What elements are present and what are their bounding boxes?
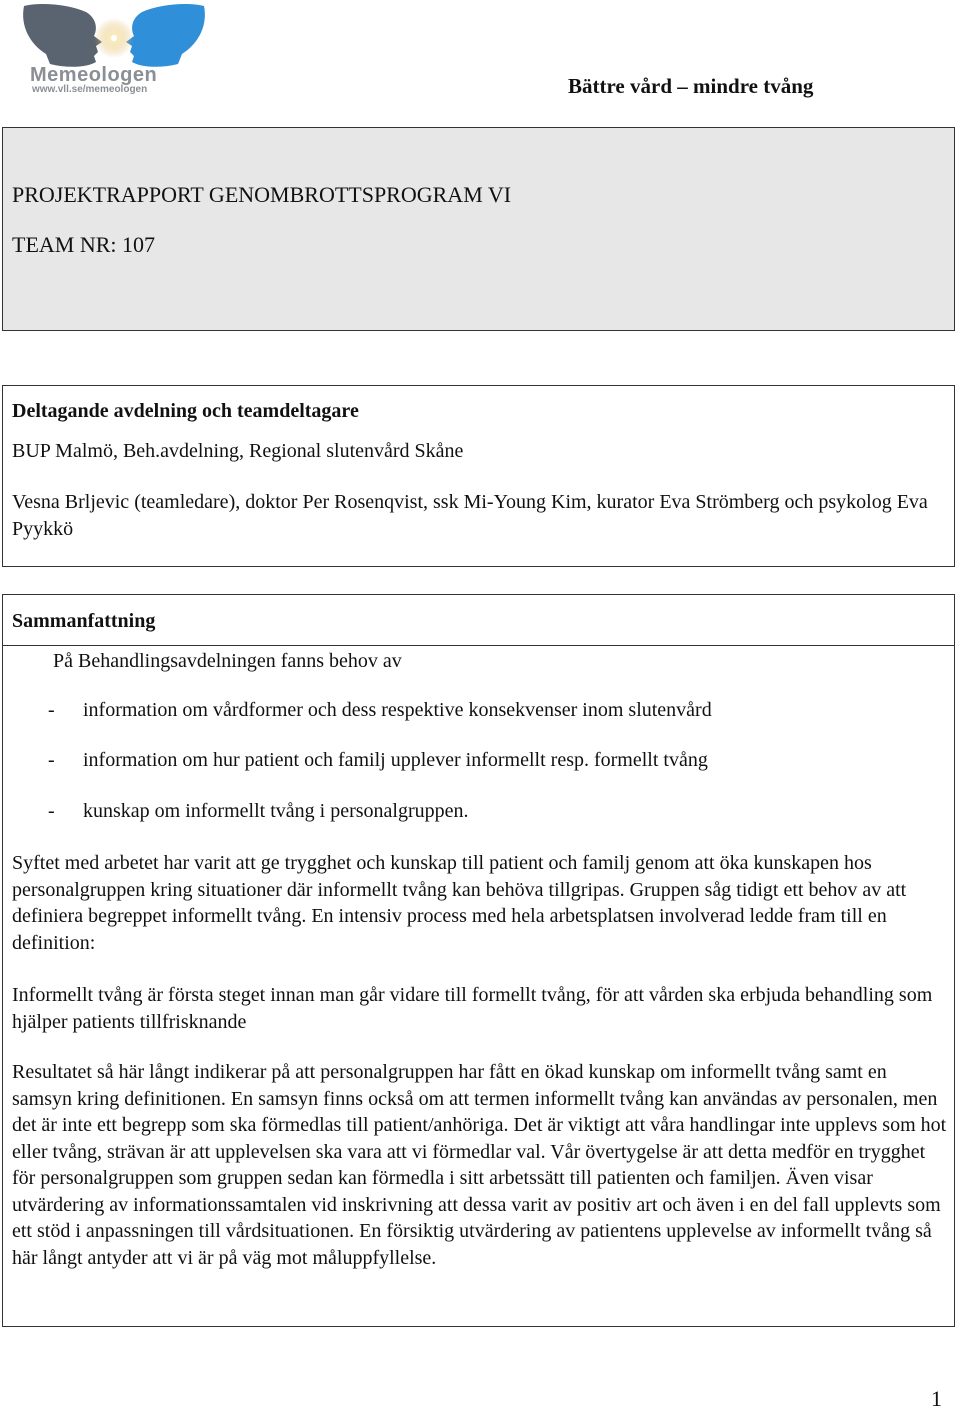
summary-body	[2, 646, 955, 1327]
logo-wordmark: Memeologen	[30, 64, 158, 86]
bullet-marker: -	[48, 749, 55, 771]
summary-paragraph-results: Resultatet så här långt indikerar på att personalgruppen har fått en ökad kunskap om informellt tvång samt en samsyn kring definitionen. En samsyn finns också om att termen informellt tvång kan användas av personalen, men det är inte ett begrepp som ska förmedlas till patient/anhöriga. Det är viktigt att våra handlingar inte upplevs som hot eller tvång, strävan är att upplevelsen ska vara att vi förmedlar val. Vår övertygelse är att detta medför en trygghet för personalgruppen som gruppen sedan kan förmedla i sitt arbetssätt till patienten och familjen. Även visar utvärdering av informationssamtalen vid inskrivning att dessa varit av positiv art och även i en del fall upplevts som ett stöd i anpassningen till vårdsituationen. En försiktig utvärdering av patientens upplevelse av informellt tvång så här långt antyder att vi är på väg mot måluppfyllelse.	[12, 1061, 947, 1269]
bullet-marker: -	[48, 699, 55, 721]
bullet-marker: -	[48, 800, 55, 822]
faces-logo-icon	[16, 2, 212, 72]
list-item: information om vårdformer och dess respektive konsekvenser inom slutenvård	[83, 699, 712, 721]
team-members: Vesna Brljevic (teamledare), doktor Per Rosenqvist, ssk Mi-Young Kim, kurator Eva Strömberg och psykolog Eva Pyykkö	[12, 491, 928, 540]
team-section-heading: Deltagande avdelning och teamdeltagare	[12, 400, 359, 422]
list-item: information om hur patient och familj upplever informellt resp. formellt tvång	[83, 749, 708, 771]
header-tagline: Bättre vård – mindre tvång	[568, 74, 814, 98]
team-section	[2, 385, 955, 567]
team-unit: BUP Malmö, Beh.avdelning, Regional slutenvård Skåne	[12, 440, 464, 462]
list-item: kunskap om informellt tvång i personalgruppen.	[83, 800, 469, 822]
summary-intro: På Behandlingsavdelningen fanns behov av	[53, 650, 402, 672]
logo-url: www.vll.se/memeologen	[32, 84, 148, 95]
summary-paragraph-definition: Informellt tvång är första steget innan man går vidare till formellt tvång, för att vården ska erbjuda behandling som hjälper patients tillfrisknande	[12, 984, 933, 1033]
page-number: 1	[931, 1386, 942, 1411]
project-title-box	[2, 127, 955, 331]
summary-heading-box	[2, 594, 955, 646]
summary-heading: Sammanfattning	[12, 610, 156, 632]
summary-paragraph-purpose: Syftet med arbetet har varit att ge trygghet och kunskap till patient och familj genom att öka kunskapen hos personalgruppen kring situationer där informellt tvång kan behöva tillgripas. Gruppen såg tidigt ett behov av att definiera begreppet informellt tvång. En intensiv process med hela arbetsplatsen involverad ledde fram till en definition:	[12, 852, 907, 954]
project-title: PROJEKTRAPPORT GENOMBROTTSPROGRAM VI	[12, 182, 512, 207]
team-number: TEAM NR: 107	[12, 232, 155, 257]
